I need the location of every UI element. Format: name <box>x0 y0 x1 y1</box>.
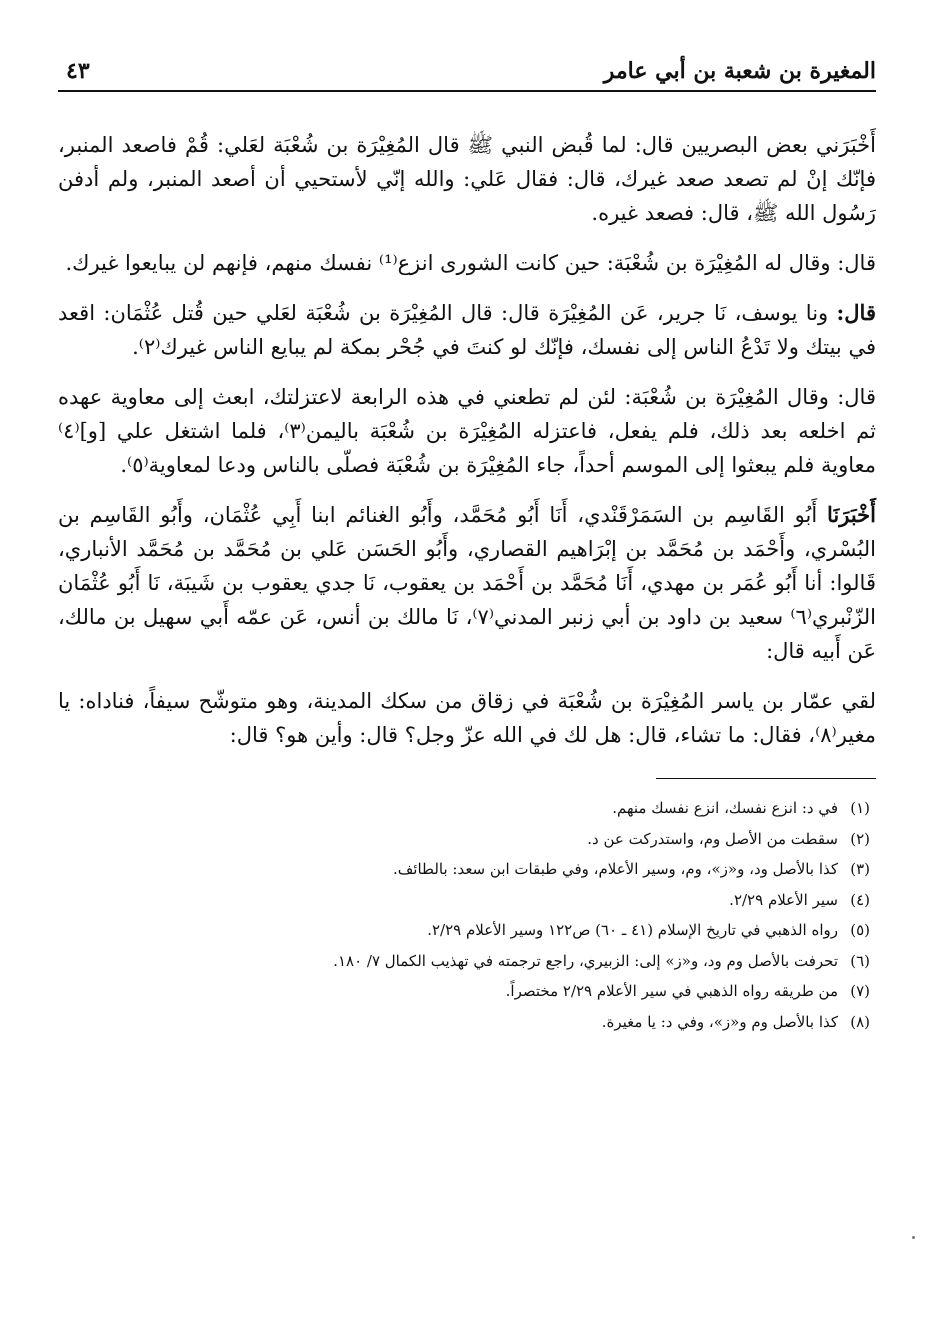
footnote-number: (٨) <box>850 1012 870 1031</box>
footnote-text: كذا بالأصل وم و«ز»، وفي د: يا مغيرة. <box>601 1012 838 1031</box>
footnote-text: كذا بالأصل ود، و«ز»، وم، وسير الأعلام، وفي طبقات ابن سعد: بالطائف. <box>392 860 838 878</box>
paragraph-3 <box>58 296 876 364</box>
footnote-text: سير الأعلام ٢/٢٩. <box>729 890 838 909</box>
footnote-item <box>58 885 876 916</box>
footnote-number: (٥) <box>850 921 870 939</box>
paragraph-text: أَبُو القَاسِم بن السَمَرْقَنْدي، أَنَا أَبُو مُحَمَّد، وأَبُو الغنائم ابنا أَبِي عُثْمَان، وأَبُو القَاسِم بن البُسْري، وأَحْمَد بن مُحَمَّد بن إبْرَاهيم القصاري، وأَبُو الحَسَن عَلي بن مُحَمَّد بن مُحَمَّد الأنباري، قَالوا: أنا أَبُو عُمَر بن مهدي، أَنَا مُحَمَّد بن أَحْمَد بن يعقوب، نَا جدي يعقوب بن شَيبَة، نَا أَبُو عُثْمَان الزّنْبري⁽٦⁾ سعيد بن داود بن أبي زنبر المدني⁽٧⁾، نَا مالك بن أنس، عَن عمّه أَبي سهيل بن مالك، عَن أَبيه قال: <box>58 503 877 663</box>
paragraph-lead-word: أَخْبَرَنَا <box>827 502 876 527</box>
footnote-text: تحرفت بالأصل وم ود، و«ز» إلى: الزبيري، راجع ترجمته في تهذيب الكمال ٧/ ١٨٠. <box>333 951 838 970</box>
footnote-text: رواه الذهبي في تاريخ الإسلام (٤١ ـ ٦٠) ص١٢٢ وسير الأعلام ٢/٢٩. <box>427 921 838 939</box>
footnote-separator <box>656 778 876 779</box>
page-number: ٤٣ <box>66 58 90 84</box>
book-page <box>58 50 876 1320</box>
main-text <box>58 128 876 752</box>
footnote-text: سقطت من الأصل وم، واستدركت عن د. <box>587 829 838 848</box>
paragraph-lead-word: قال: <box>836 300 876 325</box>
running-title: المغيرة بن شعبة بن أبي عامر <box>603 58 876 84</box>
footnote-text: في د: انزع نفسك، انزع نفسك منهم. <box>612 799 838 817</box>
footnote-item <box>58 854 876 885</box>
paragraph-1 <box>58 128 876 230</box>
footnote-number: (٢) <box>850 829 870 848</box>
footnote-number: (٤) <box>850 890 870 909</box>
footnote-number: (٧) <box>850 982 870 1000</box>
running-header <box>58 50 876 92</box>
footnote-item <box>58 946 876 977</box>
footnotes <box>58 793 876 1037</box>
footnote-item <box>58 824 876 855</box>
scan-speck <box>912 1236 915 1239</box>
footnote-item <box>58 1007 876 1038</box>
footnote-number: (٦) <box>850 951 870 970</box>
footnote-item <box>58 976 876 1007</box>
paragraph-text: قال: وقال المُغِيْرَة بن شُعْبَة: لئن لم تطعني في هذه الرابعة لاعتزلتك، ابعث إلى معاوية عهده ثم اخلعه بعد ذلك، فلم يفعل، فاعتزله المُغِيْرَة بن شُعْبَة باليمن⁽٣⁾، فلما اشتغل علي [و]⁽٤⁾ معاوية فلم يبعثوا إلى الموسم أحداً، جاء المُغِيْرَة بن شُعْبَة فصلّى بالناس ودعا لمعاوية⁽٥⁾. <box>58 385 876 477</box>
footnote-text: من طريقه رواه الذهبي في سير الأعلام ٢/٢٩ مختصراً. <box>505 982 838 1000</box>
paragraph-4 <box>58 380 876 482</box>
footnote-item <box>58 915 876 946</box>
paragraph-text: ونا يوسف، نَا جرير، عَن المُغِيْرَة قال: قال المُغِيْرَة بن شُعْبَة لعَلي حين قُتل عُثْمَان: اقعد في بيتك ولا تَدْعُ الناس إلى نفسك، فإنّك لو كنتَ في جُحْر بمكة لم يبايع الناس غيرك⁽٢⁾. <box>58 301 876 359</box>
paragraph-text: أَخْبَرَني بعض البصريين قال: لما قُبض النبي ﷺ قال المُغِيْرَة بن شُعْبَة لعَلي: قُمْ فاصعد المنبر، فإنّك إنْ لم تصعد صعد غيرك، قال: فقال عَلي: والله إنّي لأستحيي أن أصعد المنبر، ولم أدفن رَسُول الله ﷺ، قال: فصعد غيره. <box>58 133 876 225</box>
footnote-number: (١) <box>850 799 870 817</box>
footnote-item <box>58 793 876 824</box>
paragraph-5 <box>58 498 876 668</box>
paragraph-text: قال: وقال له المُغِيْرَة بن شُعْبَة: حين كانت الشورى انزع⁽¹⁾ نفسك منهم، فإنهم لن يبايعوا غيرك. <box>65 251 876 275</box>
paragraph-text: لقي عمّار بن ياسر المُغِيْرَة بن شُعْبَة في زقاق من سكك المدينة، وهو متوشّح سيفاً، فناداه: يا مغير⁽٨⁾، فقال: ما تشاء، قال: هل لك في الله عزّ وجل؟ قال: وأين هو؟ قال: <box>58 689 876 747</box>
paragraph-6 <box>58 684 876 752</box>
paragraph-2 <box>58 246 876 280</box>
footnote-number: (٣) <box>850 860 870 878</box>
